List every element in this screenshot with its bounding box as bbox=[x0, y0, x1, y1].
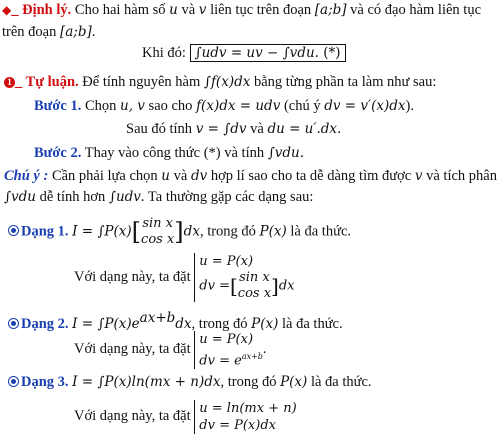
step-2-line: Bước 2. Thay vào công thức (*) và tính ∫vdu. bbox=[34, 145, 305, 161]
note-line-1: Chú ý : Cần phải lựa chọn u và dv hợp lí sao cho ta dễ dàng tìm được v và tích phân bbox=[4, 168, 497, 184]
circled-bullet-icon bbox=[8, 225, 19, 236]
note-line-2: ∫vdu dễ tính hơn ∫udv. Ta thường gặp các dạng sau: bbox=[4, 189, 314, 205]
numbered-bullet-icon: 1 bbox=[4, 77, 15, 88]
dang-3-line: Dạng 3. I = ∫P(x)ln(mx + n)dx, trong đó P(x) là đa thức. bbox=[8, 374, 372, 391]
tu-luan-line: 1 _ Tự luận. Để tính nguyên hàm ∫f(x)dx bằng từng phần ta làm như sau: bbox=[4, 74, 436, 91]
dang-2-substitution: Với dạng này, ta đặt u = P(x) dv = $e^{ax+b}$. bbox=[74, 331, 267, 368]
theorem-formula-line: Khi đó: ∫udv = uv − ∫vdu. (*) bbox=[142, 45, 346, 62]
circled-bullet-icon bbox=[8, 318, 19, 329]
theorem-line-1: ◆_ Định lý. Cho hai hàm số u và v liên tục trên đoạn [a;b] và có đạo hàm liên tục bbox=[2, 2, 482, 18]
theorem-text: Cho hai hàm số bbox=[74, 2, 166, 18]
diamond-bullet-icon: ◆ bbox=[2, 3, 12, 17]
section-title: Định lý bbox=[22, 2, 68, 18]
step-1-line: Bước 1. Chọn u, v sao cho f(x)dx = udv (chú ý dv = v′(x)dx). bbox=[34, 98, 414, 114]
step-1-line-2: Sau đó tính v = ∫dv và du = u′.dx. bbox=[126, 121, 342, 137]
circled-bullet-icon bbox=[8, 376, 19, 387]
parts-formula: ∫udv = uv − ∫vdu. (*) bbox=[190, 44, 346, 62]
dang-1-substitution: Với dạng này, ta đặt u = P(x) dv =[sin x cos x]dx bbox=[74, 254, 295, 302]
dang-3-substitution: Với dạng này, ta đặt u = ln(mx + n) dv = P(x)dx bbox=[74, 400, 297, 433]
note-label: Chú ý : bbox=[4, 168, 49, 184]
dang-1-line: Dạng 1. I = ∫P(x)[sin x cos x]dx, trong đó P(x) là đa thức. bbox=[8, 216, 351, 246]
dang-2-line: Dạng 2. $I = \int P(x)e^{ax+b}dx$, trong đó P(x) là đa thức. bbox=[8, 310, 343, 333]
theorem-line-2: trên đoạn [a;b]. bbox=[2, 24, 96, 40]
